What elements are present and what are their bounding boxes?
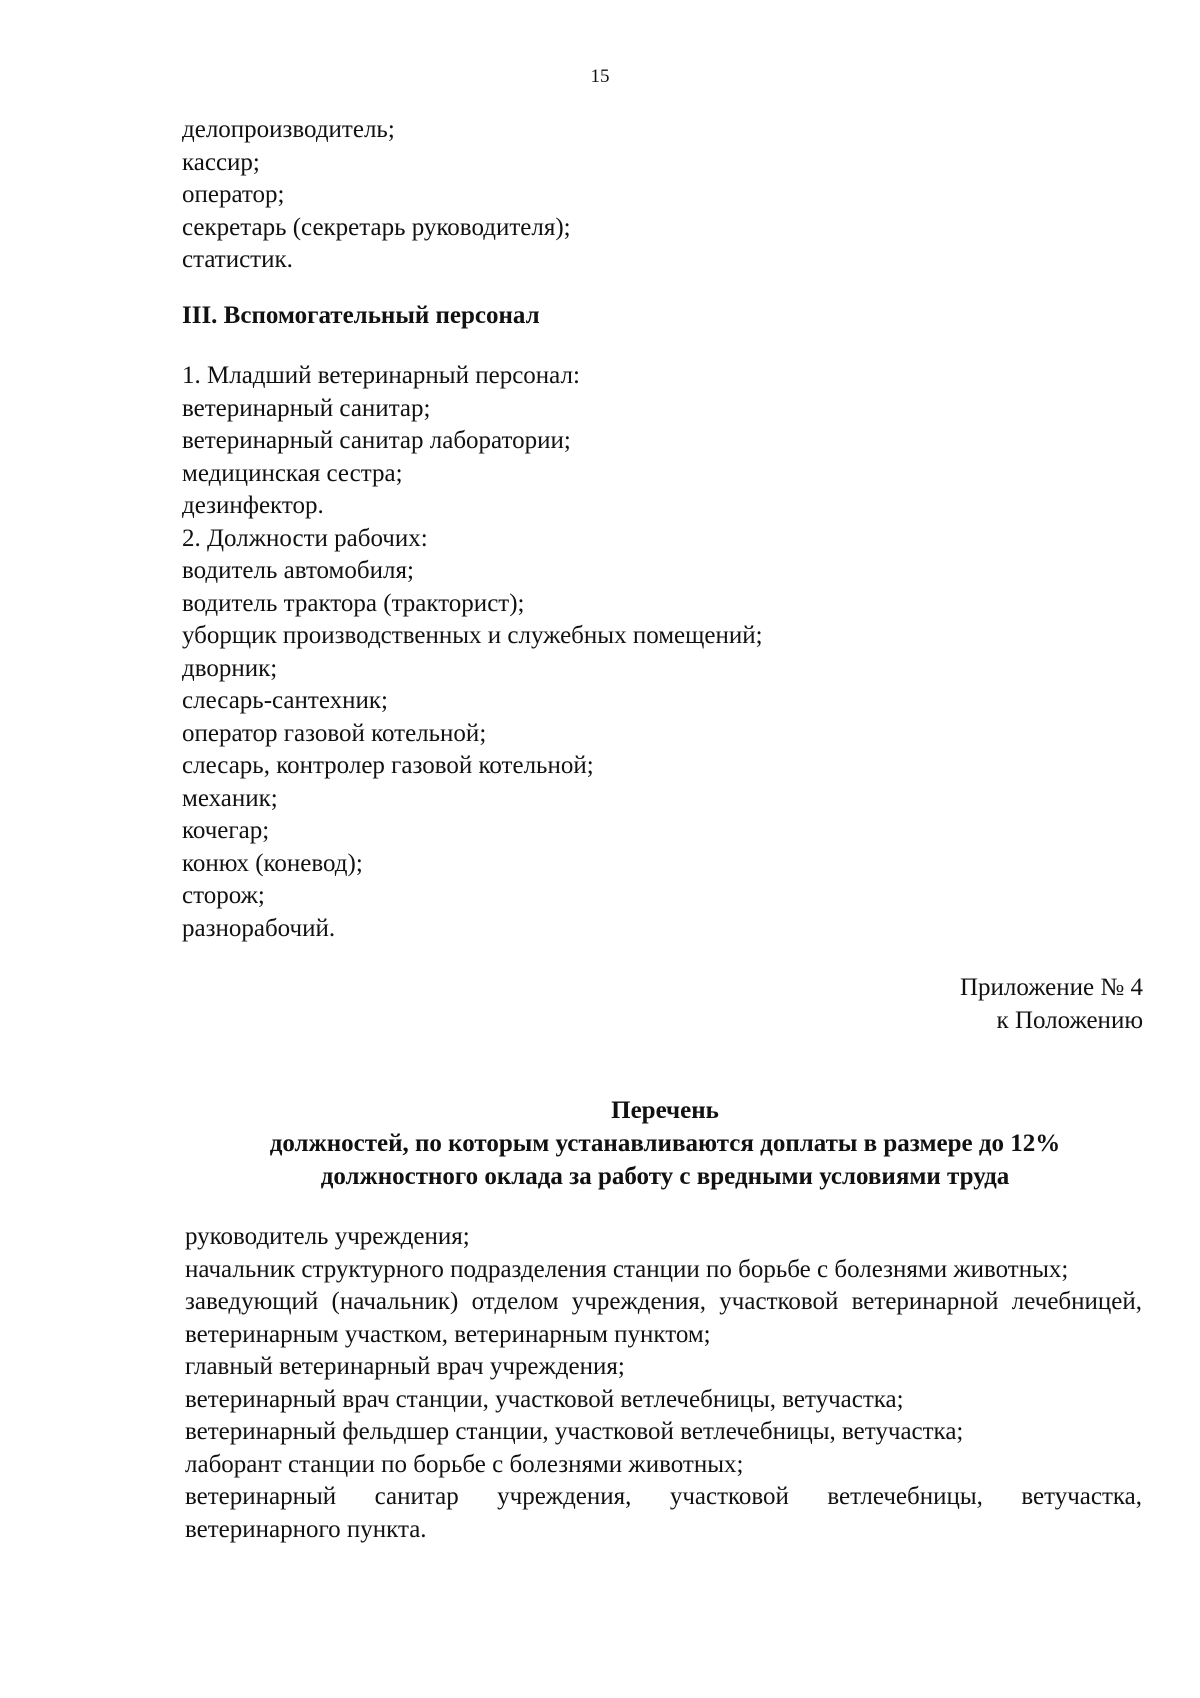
list-line: кассир; xyxy=(182,148,260,176)
list-line: сторож; xyxy=(182,882,265,909)
section-heading: III. Вспомогательный персонал xyxy=(182,302,540,329)
list-line: оператор газовой котельной; xyxy=(182,719,487,747)
title-line: Перечень xyxy=(611,1097,719,1124)
list-line: дезинфектор. xyxy=(182,492,324,519)
position-item: ветеринарный врач станции, участковой ветлечебницы, ветучастка; xyxy=(185,1385,904,1413)
list-line: уборщик производственных и служебных помещений; xyxy=(182,622,763,649)
list-line: 2. Должности рабочих: xyxy=(182,524,428,552)
appendix-number: Приложение № 4 xyxy=(959,974,1143,1001)
list-line: статистик. xyxy=(182,246,293,273)
list-line: кочегар; xyxy=(182,817,270,844)
position-item: главный ветеринарный врач учреждения; xyxy=(185,1353,625,1380)
list-line: секретарь (секретарь руководителя); xyxy=(182,213,571,241)
list-line: разнорабочий. xyxy=(182,914,336,942)
list-line: механик; xyxy=(182,784,278,812)
list-line: дворник; xyxy=(182,654,278,682)
page-number: 15 xyxy=(590,66,610,87)
position-item: руководитель учреждения; xyxy=(185,1223,470,1250)
title-line: должностей, по которым устанавливаются доплаты в размере до 12% xyxy=(269,1130,1061,1157)
list-line: водитель автомобиля; xyxy=(182,557,414,584)
position-item: ветеринарный санитар учреждения, участковой ветлечебницы, ветучастка, ветеринарного пункта. xyxy=(185,1483,1142,1543)
staff-list xyxy=(182,360,1142,945)
position-item: начальник структурного подразделения станции по борьбе с болезнями животных; xyxy=(185,1255,1069,1283)
position-item: лаборант станции по борьбе с болезнями животных; xyxy=(185,1450,744,1478)
appendix-reference xyxy=(960,972,1143,1037)
list-line: ветеринарный санитар; xyxy=(182,394,431,422)
document-title xyxy=(200,1094,1130,1193)
list-line: конюх (коневод); xyxy=(182,849,363,877)
appendix-target: к Положению xyxy=(996,1006,1143,1034)
list-line: медицинская сестра; xyxy=(182,459,403,487)
title-line: должностного оклада за работу с вредными условиями труда xyxy=(320,1163,1010,1190)
top-list xyxy=(182,114,1142,277)
list-line: делопроизводитель; xyxy=(182,116,395,143)
list-line: водитель трактора (тракторист); xyxy=(182,589,525,617)
list-line: ветеринарный санитар лаборатории; xyxy=(182,427,571,454)
list-line: 1. Младший ветеринарный персонал: xyxy=(182,362,580,389)
position-item: заведующий (начальник) отделом учреждения, участковой ветеринарной лечебницей, ветеринарным участком, ветеринарным пунктом; xyxy=(185,1288,1142,1348)
positions-list xyxy=(185,1221,1142,1546)
position-item: ветеринарный фельдшер станции, участковой ветлечебницы, ветучастка; xyxy=(185,1418,964,1445)
list-line: слесарь, контролер газовой котельной; xyxy=(182,752,594,779)
list-line: слесарь-сантехник; xyxy=(182,687,388,714)
list-line: оператор; xyxy=(182,181,285,208)
